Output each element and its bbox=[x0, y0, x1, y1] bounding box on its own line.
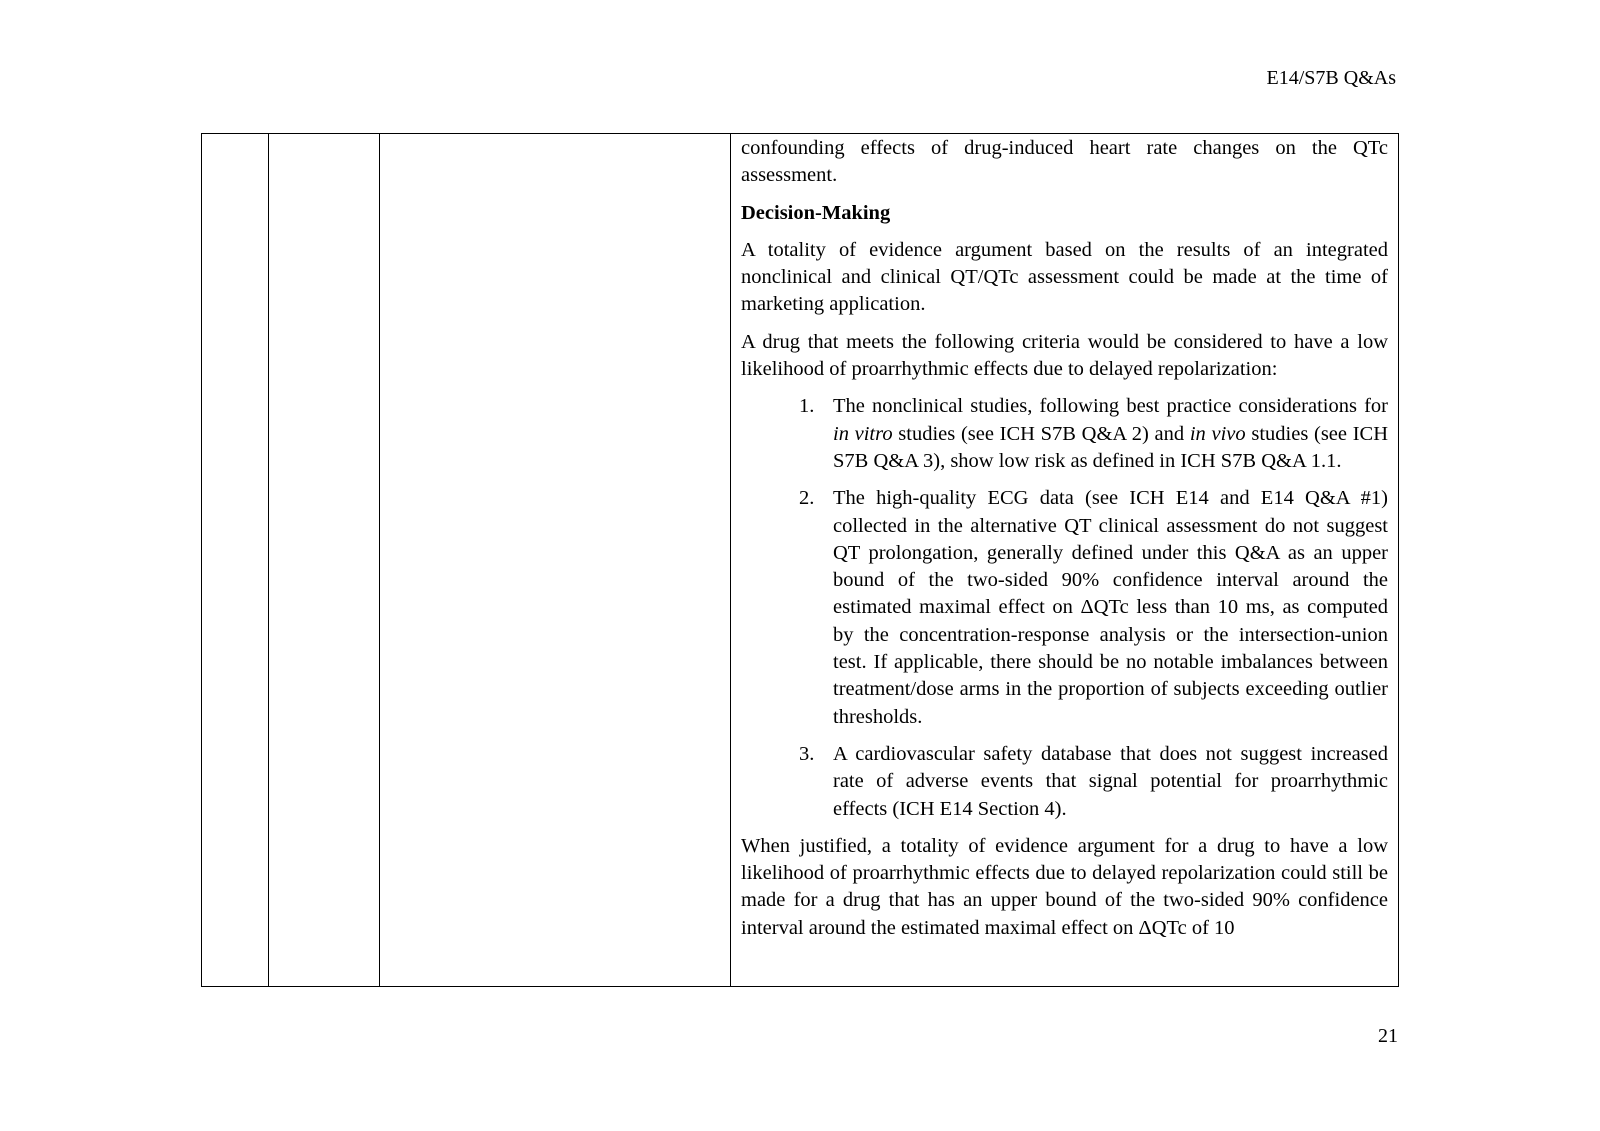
running-header: E14/S7B Q&As bbox=[1266, 67, 1396, 89]
criteria-number: 3. bbox=[799, 742, 815, 765]
paragraph-justified: When justified, a totality of evidence argument for a drug to have a low likelihood of proarrhythmic effects due to delayed repolarization could still be made for a drug that has an upper bound of the two-sided 90% confidence interval around the estimated maximal effect on ΔQTc of 10 bbox=[741, 834, 1388, 939]
criteria-item-3 bbox=[741, 741, 1388, 823]
content-table bbox=[201, 133, 1399, 987]
criteria-number: 2. bbox=[799, 487, 815, 510]
criteria-italic: in vitro bbox=[833, 422, 893, 445]
table-cell-col1 bbox=[202, 134, 269, 987]
cell-content bbox=[731, 134, 1398, 942]
criteria-text: The nonclinical studies, following best practice considerations for bbox=[833, 395, 1388, 418]
table-cell-col3 bbox=[380, 134, 731, 987]
table-cell-col2 bbox=[269, 134, 380, 987]
criteria-item-1 bbox=[741, 393, 1388, 475]
paragraph-totality: A totality of evidence argument based on the results of an integrated nonclinical and clinical QT/QTc assessment could be made at the time of marketing application. bbox=[741, 238, 1388, 316]
criteria-number: 1. bbox=[799, 395, 815, 418]
criteria-text: The high-quality ECG data (see ICH E14 and E14 Q&A #1) collected in the alternative QT clinical assessment do not suggest QT prolongation, generally defined under this Q&A as an upper bound of the two-sided 90% confidence interval around the estimated maximal effect on ΔQTc less than 10 ms, as computed by the concentration-response analysis or the intersection-union test. If applicable, there should be no notable imbalances between treatment/dose arms in the proportion of subjects exceeding outlier thresholds. bbox=[833, 487, 1388, 728]
table-cell-content bbox=[731, 134, 1399, 987]
criteria-text: studies (see ICH S7B Q&A 3), show low risk as defined in ICH S7B Q&A 1.1. bbox=[833, 422, 1388, 472]
criteria-list bbox=[741, 393, 1388, 822]
section-heading: Decision-Making bbox=[741, 201, 891, 224]
criteria-italic: in vivo bbox=[1189, 422, 1246, 445]
criteria-item-2 bbox=[741, 485, 1388, 731]
table-row bbox=[202, 134, 1399, 987]
paragraph-continuation: confounding effects of drug-induced heart rate changes on the QTc assessment. bbox=[741, 137, 1388, 187]
criteria-text: A cardiovascular safety database that does not suggest increased rate of adverse events that signal potential for proarrhythmic effects (ICH E14 Section 4). bbox=[833, 742, 1388, 820]
criteria-text: studies (see ICH S7B Q&A 2) and bbox=[892, 422, 1190, 445]
page-number: 21 bbox=[1378, 1025, 1398, 1047]
paragraph-criteria-intro: A drug that meets the following criteria would be considered to have a low likelihood of proarrhythmic effects due to delayed repolarization: bbox=[741, 330, 1388, 381]
